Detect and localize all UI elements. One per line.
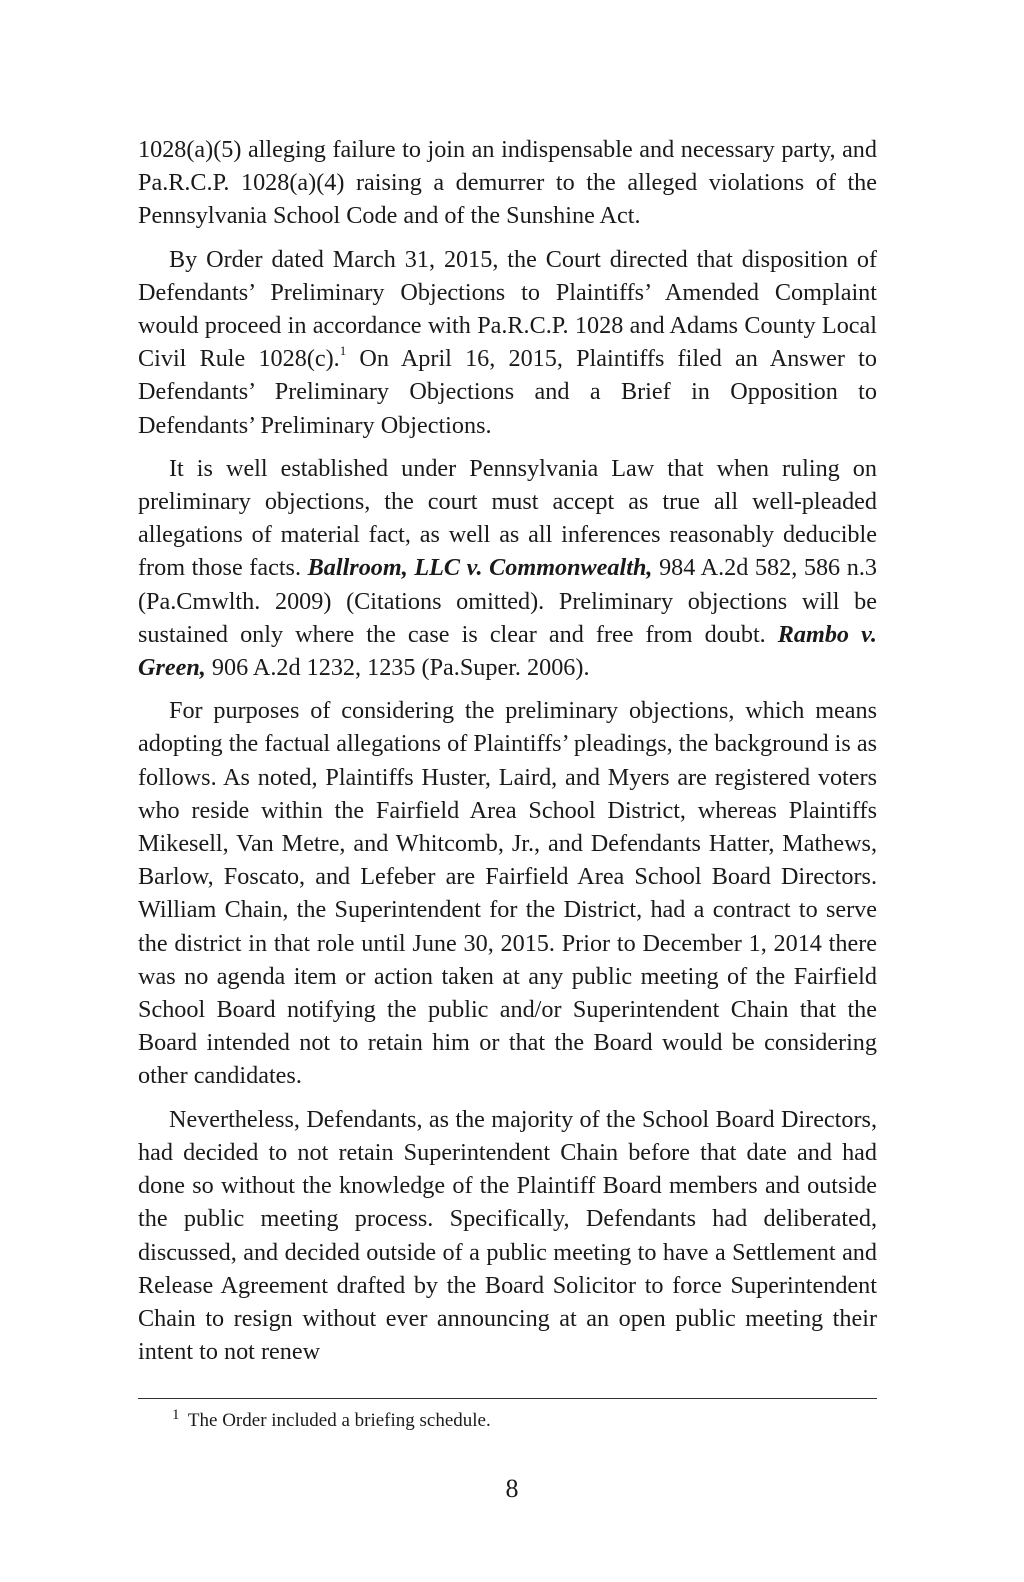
paragraph-text: 1028(a)(5) alleging failure to join an indispensable and necessary party, and Pa.R.C.P. 1028(a)(4) raising a demurrer to the alleged violations of the Pennsylvania School Code and of the Sunshine Act. [138,136,877,230]
paragraph-text: For purposes of considering the preliminary objections, which means adopting the factual allegations of Plaintiffs’ pleadings, the background is as follows. As noted, Plaintiffs Huster, Laird, and Myers are registered voters who reside within the Fairfield Area School District, whereas Plaintiffs Mikesell, Van Metre, and Whitcomb, Jr., and Defendants Hatter, Mathews, Barlow, Foscato, and Lefeber are Fairfield Area School Board Directors. William Chain, the Superintendent for the District, had a contract to serve the district in that role until June 30, 2015. Prior to December 1, 2014 there was no agenda item or action taken at any public meeting of the Fairfield School Board notifying the public and/or Superintendent Chain that the Board intended not to retain him or that the Board would be considering other candidates. [138,697,877,1090]
footnote-reference: 1 [339,343,347,359]
footnote-text: The Order included a briefing schedule. [187,1410,491,1431]
page-number: 8 [505,1474,519,1503]
paragraph [138,133,877,233]
body-text [138,133,877,1378]
paragraph [138,243,877,442]
case-citation: Rambo v. Green, [138,620,877,682]
case-citation: Ballroom, LLC v. Commonwealth, [307,554,653,582]
paragraph-text: On April 16, 2015, Plaintiffs filed an Answer to Defendants’ Preliminary Objections and a Brief in Opposition to Defendants’ Preliminary Objections. [138,345,877,439]
footnote-divider [138,1398,877,1399]
paragraph [138,452,877,684]
footnote-number: 1 [172,1406,180,1423]
paragraph-text: It is well established under Pennsylvania Law that when ruling on preliminary objections, the court must accept as true all well-pleaded allegations of material fact, as well as all inferences reasonably deducible from those facts. [138,454,877,582]
paragraph [138,694,877,1092]
paragraph-text: 906 A.2d 1232, 1235 (Pa.Super. 2006). [205,654,590,682]
paragraph-text: By Order dated March 31, 2015, the Court directed that disposition of Defendants’ Preliminary Objections to Plaintiffs’ Amended Complaint would proceed in accordance with Pa.R.C.P. 1028 and Adams County Local Civil Rule 1028(c). [138,245,877,373]
paragraph [138,1103,877,1369]
footnote [172,1408,491,1434]
paragraph-text: Nevertheless, Defendants, as the majority of the School Board Directors, had decided to not retain Superintendent Chain before that date and had done so without the knowledge of the Plaintiff Board members and outside the public meeting process. Specifically, Defendants had deliberated, discussed, and decided outside of a public meeting to have a Settlement and Release Agreement drafted by the Board Solicitor to force Superintendent Chain to resign without ever announcing at an open public meeting their intent to not renew [138,1105,877,1366]
paragraph-text: 984 A.2d 582, 586 n.3 (Pa.Cmwlth. 2009) (Citations omitted). Preliminary objections will be sustained only where the case is clear and free from doubt. [138,554,877,648]
